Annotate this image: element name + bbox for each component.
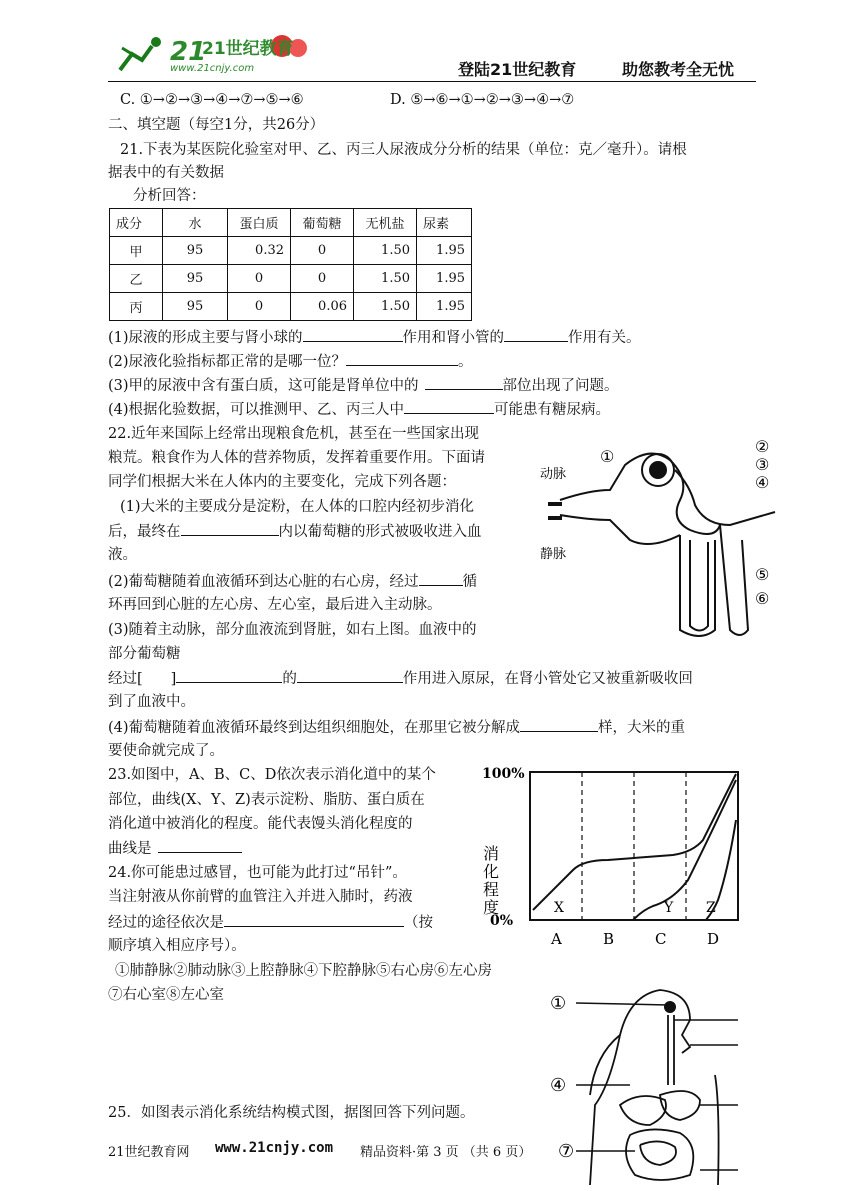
answer-blank[interactable] — [425, 374, 503, 390]
q22-line-14: 要使命就完成了。 — [108, 743, 224, 759]
q23-line-1: 23.如图中，A、B、C、D依次表示消化道中的某个 — [108, 767, 436, 783]
table-cell: 0 — [291, 237, 354, 265]
q21-q3-text-a: (3)甲的尿液中含有蛋白质，这可能是肾单位中的 — [108, 378, 419, 394]
q21-q1-text-b: 作用和肾小管的 — [402, 330, 505, 346]
series-label-x: X — [554, 900, 564, 916]
q22-line-5 — [108, 520, 482, 543]
table-cell: 1.50 — [354, 293, 417, 321]
q21-q3-text-b: 部位出现了问题。 — [502, 378, 619, 394]
table-cell: 1.50 — [354, 237, 417, 265]
answer-blank[interactable] — [346, 350, 458, 366]
table-row — [110, 265, 472, 293]
nephron-diagram — [530, 430, 780, 645]
x-tick-label: A — [551, 930, 562, 948]
q20-option-c: C. ①→②→③→④→⑦→⑤→⑥ — [120, 92, 304, 108]
table-cell: 0 — [291, 265, 354, 293]
q21-q2-text: (2)尿液化验指标都正常的是哪一位？ — [108, 354, 347, 370]
q22-line-12: 到了血液中。 — [108, 694, 195, 710]
table-header-row — [110, 209, 472, 237]
answer-blank[interactable] — [181, 520, 279, 536]
q23-line-2: 部位，曲线(X、Y、Z)表示淀粉、脂肪、蛋白质在 — [108, 792, 425, 808]
q23-line-4 — [108, 837, 242, 860]
table-header-cell: 葡萄糖 — [291, 209, 354, 237]
q21-q4-text-b: 可能患有糖尿病。 — [494, 402, 611, 418]
table-header-cell: 成分 — [110, 209, 163, 237]
header-rule — [108, 81, 756, 82]
artery-stub — [548, 502, 562, 506]
q22-line-7 — [108, 570, 477, 593]
q22-line-13 — [108, 716, 685, 739]
digestive-system-diagram — [550, 975, 740, 1185]
q22-line-6: 液。 — [108, 547, 137, 563]
table-cell: 0 — [228, 265, 291, 293]
q21-q1-text-c: 作用有关。 — [568, 330, 641, 346]
answer-blank[interactable] — [224, 911, 404, 927]
q22-text: (4)葡萄糖随着血液循环最终到达组织细胞处，在那里它被分解成 — [108, 720, 521, 736]
logo — [112, 30, 312, 80]
svg-text:21: 21 — [170, 37, 207, 67]
q22-text: 作用进入原尿，在肾小管处它又被重新吸收回 — [402, 671, 693, 687]
table-cell: 0 — [228, 293, 291, 321]
q21-intro-3: 分析回答： — [133, 188, 206, 204]
q21-intro-2: 据表中的有关数据 — [108, 165, 224, 181]
logo-url: www.21cnjy.com — [170, 63, 255, 74]
q24-line-6: ⑦右心室⑧左心室 — [108, 987, 224, 1003]
table-cell: 95 — [163, 237, 228, 265]
q22-text: 样，大米的重 — [598, 720, 686, 736]
chart-categories — [550, 930, 719, 948]
label-5: ⑤ — [755, 565, 770, 584]
mouth-mark — [664, 1001, 676, 1013]
y-tick-100: 100% — [482, 766, 525, 782]
table-cell: 甲 — [110, 237, 163, 265]
vein-label: 静脉 — [540, 547, 567, 562]
x-tick-label: D — [707, 930, 720, 948]
logo-text: 21世纪教育 — [202, 39, 294, 59]
digestion-chart — [478, 760, 758, 950]
q22-line-8: 环再回到心脏的左心房、左心室，最后进入主动脉。 — [108, 597, 442, 613]
q21-question-1 — [108, 326, 641, 349]
q22-text: 后，最终在 — [108, 524, 181, 540]
x-tick-label: C — [655, 930, 667, 948]
label-1: ① — [550, 993, 567, 1014]
q22-line-10: 部分葡萄糖 — [108, 646, 181, 662]
q21-question-4 — [108, 398, 610, 421]
q25-line-1: 25．如图表示消化系统结构模式图，据图回答下列问题。 — [108, 1105, 475, 1121]
q22-text: 内以葡萄糖的形式被吸收进入血 — [278, 524, 482, 540]
q24-line-3 — [108, 911, 433, 934]
table-cell: 0.32 — [228, 237, 291, 265]
table-cell: 95 — [163, 265, 228, 293]
q24-text: 经过的途径依次是 — [108, 915, 224, 931]
table-cell: 1.95 — [417, 237, 472, 265]
table-cell: 95 — [163, 293, 228, 321]
q22-line-11 — [108, 667, 693, 690]
table-cell: 丙 — [110, 293, 163, 321]
q22-text: (2)葡萄糖随着血液循环到达心脏的右心房，经过 — [108, 574, 419, 590]
footer-url[interactable]: www.21cnjy.com — [215, 1140, 334, 1156]
answer-blank[interactable] — [404, 398, 494, 414]
x-tick-label: B — [603, 930, 615, 948]
table-header-cell: 水 — [163, 209, 228, 237]
q24-line-2: 当注射液从你前臂的血管注入并进入肺时，药液 — [108, 889, 413, 905]
table-header-cell: 蛋白质 — [228, 209, 291, 237]
answer-blank[interactable] — [504, 326, 568, 342]
answer-blank[interactable] — [303, 326, 403, 342]
pointer-line — [576, 1003, 668, 1005]
y-axis-label: 消化程度 — [480, 845, 500, 917]
q24-line-1: 24.你可能患过感冒，也可能为此打过“吊针”。 — [108, 865, 407, 881]
curve-y — [633, 780, 736, 920]
artery-label: 动脉 — [540, 467, 567, 482]
q24-line-5: ①肺静脉②肺动脉③上腔静脉④下腔静脉⑤右心房⑥左心房 — [115, 963, 492, 979]
q22-line-1: 22.近年来国际上经常出现粮食危机，甚至在一些国家出现 — [108, 426, 480, 442]
vein-stub — [548, 516, 562, 520]
answer-blank[interactable] — [176, 667, 282, 683]
answer-blank[interactable] — [419, 570, 463, 586]
footer-page: 精品资料·第 3 页 （共 6 页） — [360, 1145, 532, 1160]
urine-analysis-table — [109, 208, 472, 321]
q22-line-2: 粮荒。粮食作为人体的营养物质，发挥着重要作用。下面请 — [108, 450, 485, 466]
table-row — [110, 293, 472, 321]
q23-line-3: 消化道中被消化的程度。能代表馒头消化程度的 — [108, 816, 413, 832]
q24-text: （按 — [404, 915, 433, 931]
table-row — [110, 237, 472, 265]
label-6: ⑥ — [755, 589, 770, 608]
y-tick-0: 0% — [490, 913, 514, 929]
q21-q2-end: 。 — [458, 354, 473, 370]
q23-text: 曲线是 — [108, 841, 152, 857]
label-7: ⑦ — [558, 1141, 575, 1162]
header-slogan-left: 登陆21世纪教育 — [458, 60, 577, 79]
answer-blank[interactable] — [297, 667, 403, 683]
q22-line-9: (3)随着主动脉，部分血液流到肾脏，如右上图。血液中的 — [108, 622, 477, 638]
series-label-z: Z — [706, 900, 716, 916]
q21-intro-1: 21.下表为某医院化验室对甲、乙、丙三人尿液成分分析的结果（单位：克／毫升）。请根 — [120, 142, 687, 158]
label-4: ④ — [550, 1075, 567, 1096]
q22-line-3: 同学们根据大米在人体内的主要变化，完成下列各题： — [108, 474, 456, 490]
q21-q4-text-a: (4)根据化验数据，可以推测甲、乙、丙三人中 — [108, 402, 405, 418]
footer-site: 21世纪教育网 — [108, 1145, 190, 1160]
q22-line-4: (1)大米的主要成分是淀粉，在人体的口腔内经初步消化 — [120, 499, 475, 515]
table-header-cell: 尿素 — [417, 209, 472, 237]
q22-text: 循 — [462, 574, 478, 590]
header-slogan-right: 助您教考全无忧 — [622, 60, 735, 79]
table-cell: 0.06 — [291, 293, 354, 321]
q21-q1-text-a: (1)尿液的形成主要与肾小球的 — [108, 330, 303, 346]
q21-question-2 — [108, 350, 473, 373]
label-3: ③ — [755, 455, 770, 474]
answer-blank[interactable] — [520, 716, 598, 732]
label-2: ② — [755, 437, 770, 456]
q22-text: 经过[ — [108, 671, 143, 687]
label-4: ④ — [755, 473, 770, 492]
q21-question-3 — [108, 374, 619, 397]
table-cell: 乙 — [110, 265, 163, 293]
label-1: ① — [600, 447, 615, 466]
table-header-cell: 无机盐 — [354, 209, 417, 237]
series-label-y: Y — [664, 900, 674, 916]
q24-line-4: 顺序填入相应序号）。 — [108, 938, 246, 954]
table-cell: 1.50 — [354, 265, 417, 293]
answer-blank[interactable] — [158, 837, 242, 853]
table-cell: 1.95 — [417, 293, 472, 321]
q20-option-d: D. ⑤→⑥→①→②→③→④→⑦ — [390, 92, 575, 108]
table-cell: 1.95 — [417, 265, 472, 293]
q22-text: 的 — [282, 671, 297, 687]
q22-text: ] — [170, 671, 177, 687]
section-title: 二、填空题（每空1分，共26分） — [108, 117, 325, 133]
